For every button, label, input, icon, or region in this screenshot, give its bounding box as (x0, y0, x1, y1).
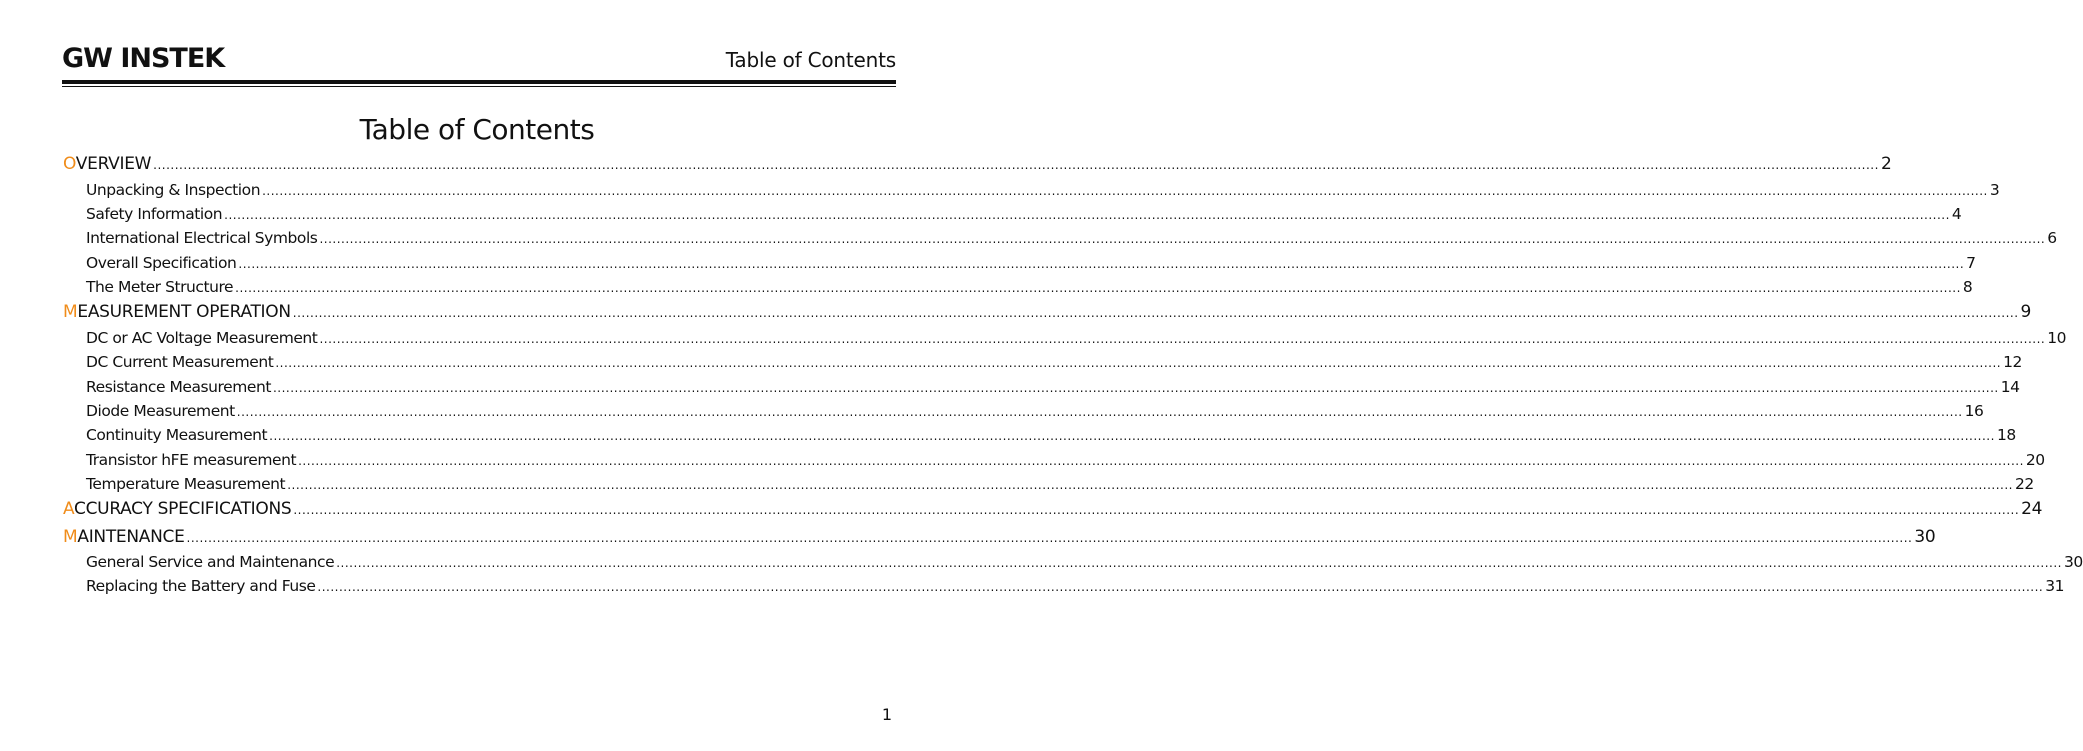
toc-leader-dots: ................................................................................................................................................................................................................................................................................................................................................................................................................ (235, 281, 1961, 295)
toc-page-number: 8 (1962, 278, 1973, 296)
toc-leader-dots: ................................................................................................................................................................................................................................................................................................................................................................................................................ (224, 208, 1950, 222)
toc-page-number: 9 (2020, 302, 2032, 322)
toc-entry-initial: M (63, 302, 78, 322)
toc-entry-initial: M (63, 527, 78, 547)
toc-entry-title: Safety Information (86, 205, 223, 223)
toc-entry-title: Temperature Measurement (86, 475, 286, 493)
toc-page-number: 31 (2045, 577, 2065, 595)
toc-entry-title (63, 525, 185, 549)
toc-page-number: 4 (1951, 205, 1962, 223)
toc-leader-dots: ................................................................................................................................................................................................................................................................................................................................................................................................................ (293, 503, 2020, 517)
toc-entry-title: International Electrical Symbols (86, 229, 318, 247)
toc-leader-dots: ................................................................................................................................................................................................................................................................................................................................................................................................................ (238, 257, 1965, 271)
toc-leader-dots: ................................................................................................................................................................................................................................................................................................................................................................................................................ (292, 306, 2019, 320)
toc-section-entry[interactable] (63, 300, 2032, 324)
toc-page-number: 14 (2000, 378, 2020, 396)
toc-page-number: 2 (1880, 154, 1892, 174)
toc-page-number: 30 (1914, 527, 1936, 547)
toc-leader-dots: ................................................................................................................................................................................................................................................................................................................................................................................................................ (153, 158, 1879, 172)
toc-leader-dots: ................................................................................................................................................................................................................................................................................................................................................................................................................ (319, 232, 2046, 246)
toc-section-entry[interactable] (63, 525, 1936, 549)
toc-page-number: 20 (2025, 451, 2045, 469)
toc-leader-dots: ................................................................................................................................................................................................................................................................................................................................................................................................................ (269, 429, 1995, 443)
toc-page-number: 16 (1964, 402, 1984, 420)
toc-subsection-entry[interactable] (86, 551, 2083, 573)
toc-page-number: 12 (2003, 353, 2022, 371)
toc-entry-title: General Service and Maintenance (86, 553, 335, 571)
toc-subsection-entry[interactable] (86, 227, 2057, 249)
toc-subsection-entry[interactable] (86, 376, 2020, 398)
toc-subsection-entry[interactable] (86, 449, 2045, 471)
toc-leader-dots: ................................................................................................................................................................................................................................................................................................................................................................................................................ (236, 405, 1963, 419)
toc-page-number: 30 (2063, 553, 2083, 571)
toc-page-number: 7 (1966, 254, 1976, 272)
toc-leader-dots: ................................................................................................................................................................................................................................................................................................................................................................................................................ (275, 356, 2002, 370)
toc-leader-dots: ................................................................................................................................................................................................................................................................................................................................................................................................................ (336, 556, 2062, 570)
toc-subsection-entry[interactable] (86, 424, 2016, 446)
toc-page-number: 10 (2047, 329, 2067, 347)
toc-subsection-entry[interactable] (86, 473, 2034, 495)
toc-entry-title-rest: AINTENANCE (77, 527, 185, 547)
header-title: Table of Contents (725, 48, 896, 72)
page-number: 1 (881, 705, 892, 724)
toc-entry-initial: A (63, 499, 75, 519)
toc-section-entry[interactable] (63, 152, 1892, 176)
toc-entry-initial: O (63, 154, 76, 174)
toc-page-number: 6 (2047, 229, 2057, 247)
toc-entry-title-rest: EASUREMENT OPERATION (77, 302, 291, 322)
toc-subsection-entry[interactable] (86, 351, 2022, 373)
toc-leader-dots: ................................................................................................................................................................................................................................................................................................................................................................................................................ (298, 454, 2024, 468)
toc-leader-dots: ................................................................................................................................................................................................................................................................................................................................................................................................................ (186, 531, 1913, 545)
toc-subsection-entry[interactable] (86, 575, 2065, 597)
toc-entry-title-rest: CCURACY SPECIFICATIONS (74, 499, 292, 519)
toc-entry-title (63, 152, 151, 176)
toc-leader-dots: ................................................................................................................................................................................................................................................................................................................................................................................................................ (262, 184, 1988, 198)
toc-subsection-entry[interactable] (86, 179, 2000, 201)
document-title: Table of Contents (359, 113, 595, 146)
toc-leader-dots: ................................................................................................................................................................................................................................................................................................................................................................................................................ (287, 478, 2013, 492)
toc-entry-title: The Meter Structure (86, 278, 234, 296)
toc-subsection-entry[interactable] (86, 203, 1962, 225)
toc-leader-dots: ................................................................................................................................................................................................................................................................................................................................................................................................................ (317, 580, 2044, 594)
toc-entry-title (63, 300, 291, 324)
toc-subsection-entry[interactable] (86, 276, 1973, 298)
toc-page-number: 18 (1996, 426, 2016, 444)
toc-entry-title: Overall Specification (86, 254, 237, 272)
toc-entry-title (63, 497, 291, 521)
toc-entry-title: Diode Measurement (86, 402, 235, 420)
toc-section-entry[interactable] (63, 497, 2043, 521)
toc-entry-title: DC Current Measurement (86, 353, 274, 371)
toc-entry-title: Transistor hFE measurement (86, 451, 297, 469)
toc-page-number: 24 (2021, 499, 2043, 519)
toc-page-number: 3 (1989, 181, 2000, 199)
toc-entry-title: DC or AC Voltage Measurement (86, 329, 318, 347)
toc-leader-dots: ................................................................................................................................................................................................................................................................................................................................................................................................................ (319, 332, 2046, 346)
toc-entry-title: Continuity Measurement (86, 426, 268, 444)
toc-entry-title-rest: VERVIEW (75, 154, 152, 174)
toc-entry-title: Replacing the Battery and Fuse (86, 577, 316, 595)
svg-text:GW INSTEK: GW INSTEK (62, 43, 225, 74)
toc-subsection-entry[interactable] (86, 400, 1984, 422)
toc-subsection-entry[interactable] (86, 327, 2067, 349)
toc-page-number: 22 (2014, 475, 2034, 493)
toc-entry-title: Resistance Measurement (86, 378, 271, 396)
toc-subsection-entry[interactable] (86, 252, 1976, 274)
toc-entry-title: Unpacking & Inspection (86, 181, 261, 199)
toc-leader-dots: ................................................................................................................................................................................................................................................................................................................................................................................................................ (272, 381, 1999, 395)
